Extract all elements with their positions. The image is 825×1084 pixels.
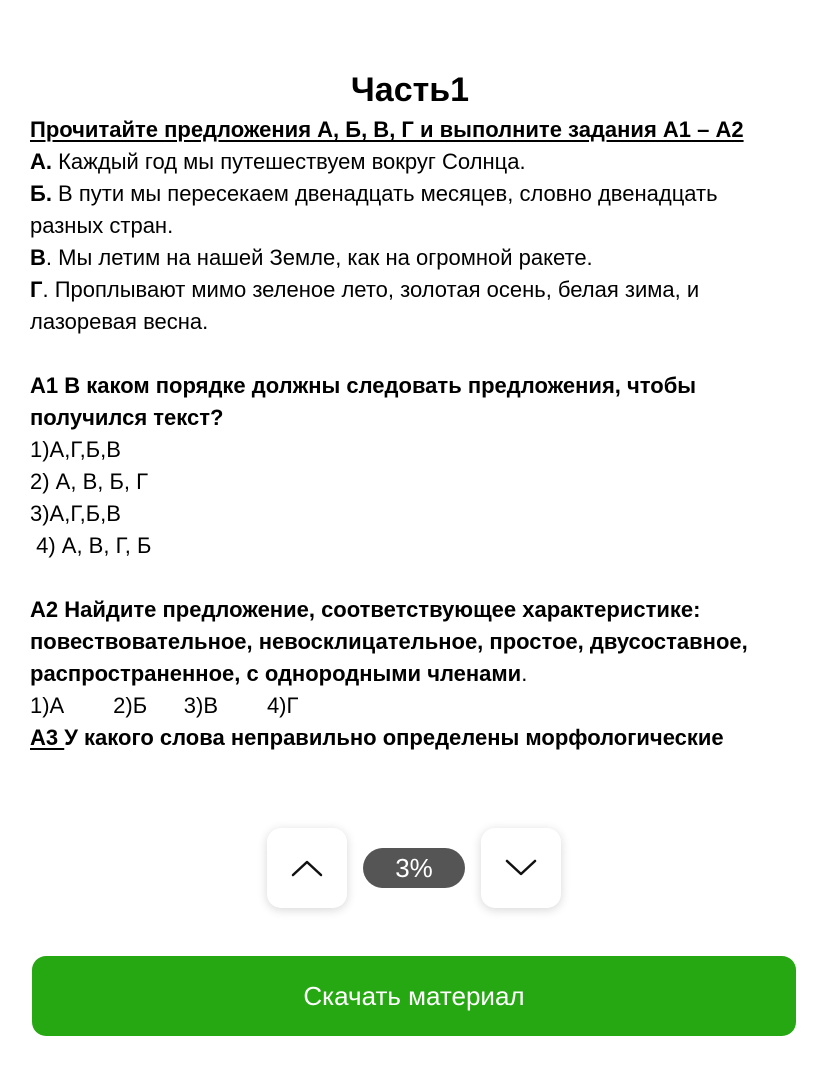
question-a2-period: . <box>521 661 528 686</box>
sentence-text: . Проплывают мимо зеленое лето, золотая осень, белая зима, и лазоревая весна. <box>30 277 700 334</box>
chevron-down-icon <box>504 858 538 878</box>
document-content <box>30 66 790 754</box>
question-a2-text: А2 Найдите предложение, соответствующее характеристике: повествовательное, невосклицательное, простое, двусоставное, распространенное, с однородными членами <box>30 597 748 686</box>
question-a3-title <box>30 722 790 754</box>
scroll-up-button[interactable] <box>267 828 347 908</box>
question-a3-text: У какого слова неправильно определены морфологические <box>64 725 724 750</box>
question-a1-option: 2) А, В, Б, Г <box>30 469 149 494</box>
sentence-v <box>30 242 790 274</box>
scroll-down-button[interactable] <box>481 828 561 908</box>
page-title: Часть1 <box>350 71 470 109</box>
sentence-label: А. <box>30 149 52 174</box>
spacer <box>30 562 790 594</box>
sentence-a <box>30 146 790 178</box>
chevron-up-icon <box>290 858 324 878</box>
sentence-g <box>30 274 790 338</box>
sentence-label: В <box>30 245 46 270</box>
question-a2-answers: 1)А 2)Б 3)В 4)Г <box>30 693 299 718</box>
question-a1-option: 4) А, В, Г, Б <box>30 533 152 558</box>
sentence-text: . Мы летим на нашей Земле, как на огромной ракете. <box>45 245 593 270</box>
question-a1-option: 1)А,Г,Б,В <box>30 437 121 462</box>
question-a3-label: А3 <box>30 725 65 750</box>
sentence-text: В пути мы пересекаем двенадцать месяцев, словно двенадцать разных стран. <box>30 181 718 238</box>
sentence-b <box>30 178 790 242</box>
download-button[interactable]: Скачать материал <box>32 956 796 1036</box>
sentence-text: Каждый год мы путешествуем вокруг Солнца. <box>52 149 526 174</box>
progress-indicator: 3% <box>363 848 465 888</box>
instruction-text: Прочитайте предложения А, Б, В, Г и выполните задания А1 – А2 <box>30 117 744 142</box>
spacer <box>30 338 790 370</box>
question-a1-title: А1 В каком порядке должны следовать предложения, чтобы получился текст? <box>30 373 697 430</box>
page-navigation <box>0 828 825 908</box>
question-a2-title <box>30 594 790 690</box>
sentence-label: Г <box>30 277 43 302</box>
sentence-label: Б. <box>30 181 52 206</box>
question-a1-option: 3)А,Г,Б,В <box>30 501 121 526</box>
